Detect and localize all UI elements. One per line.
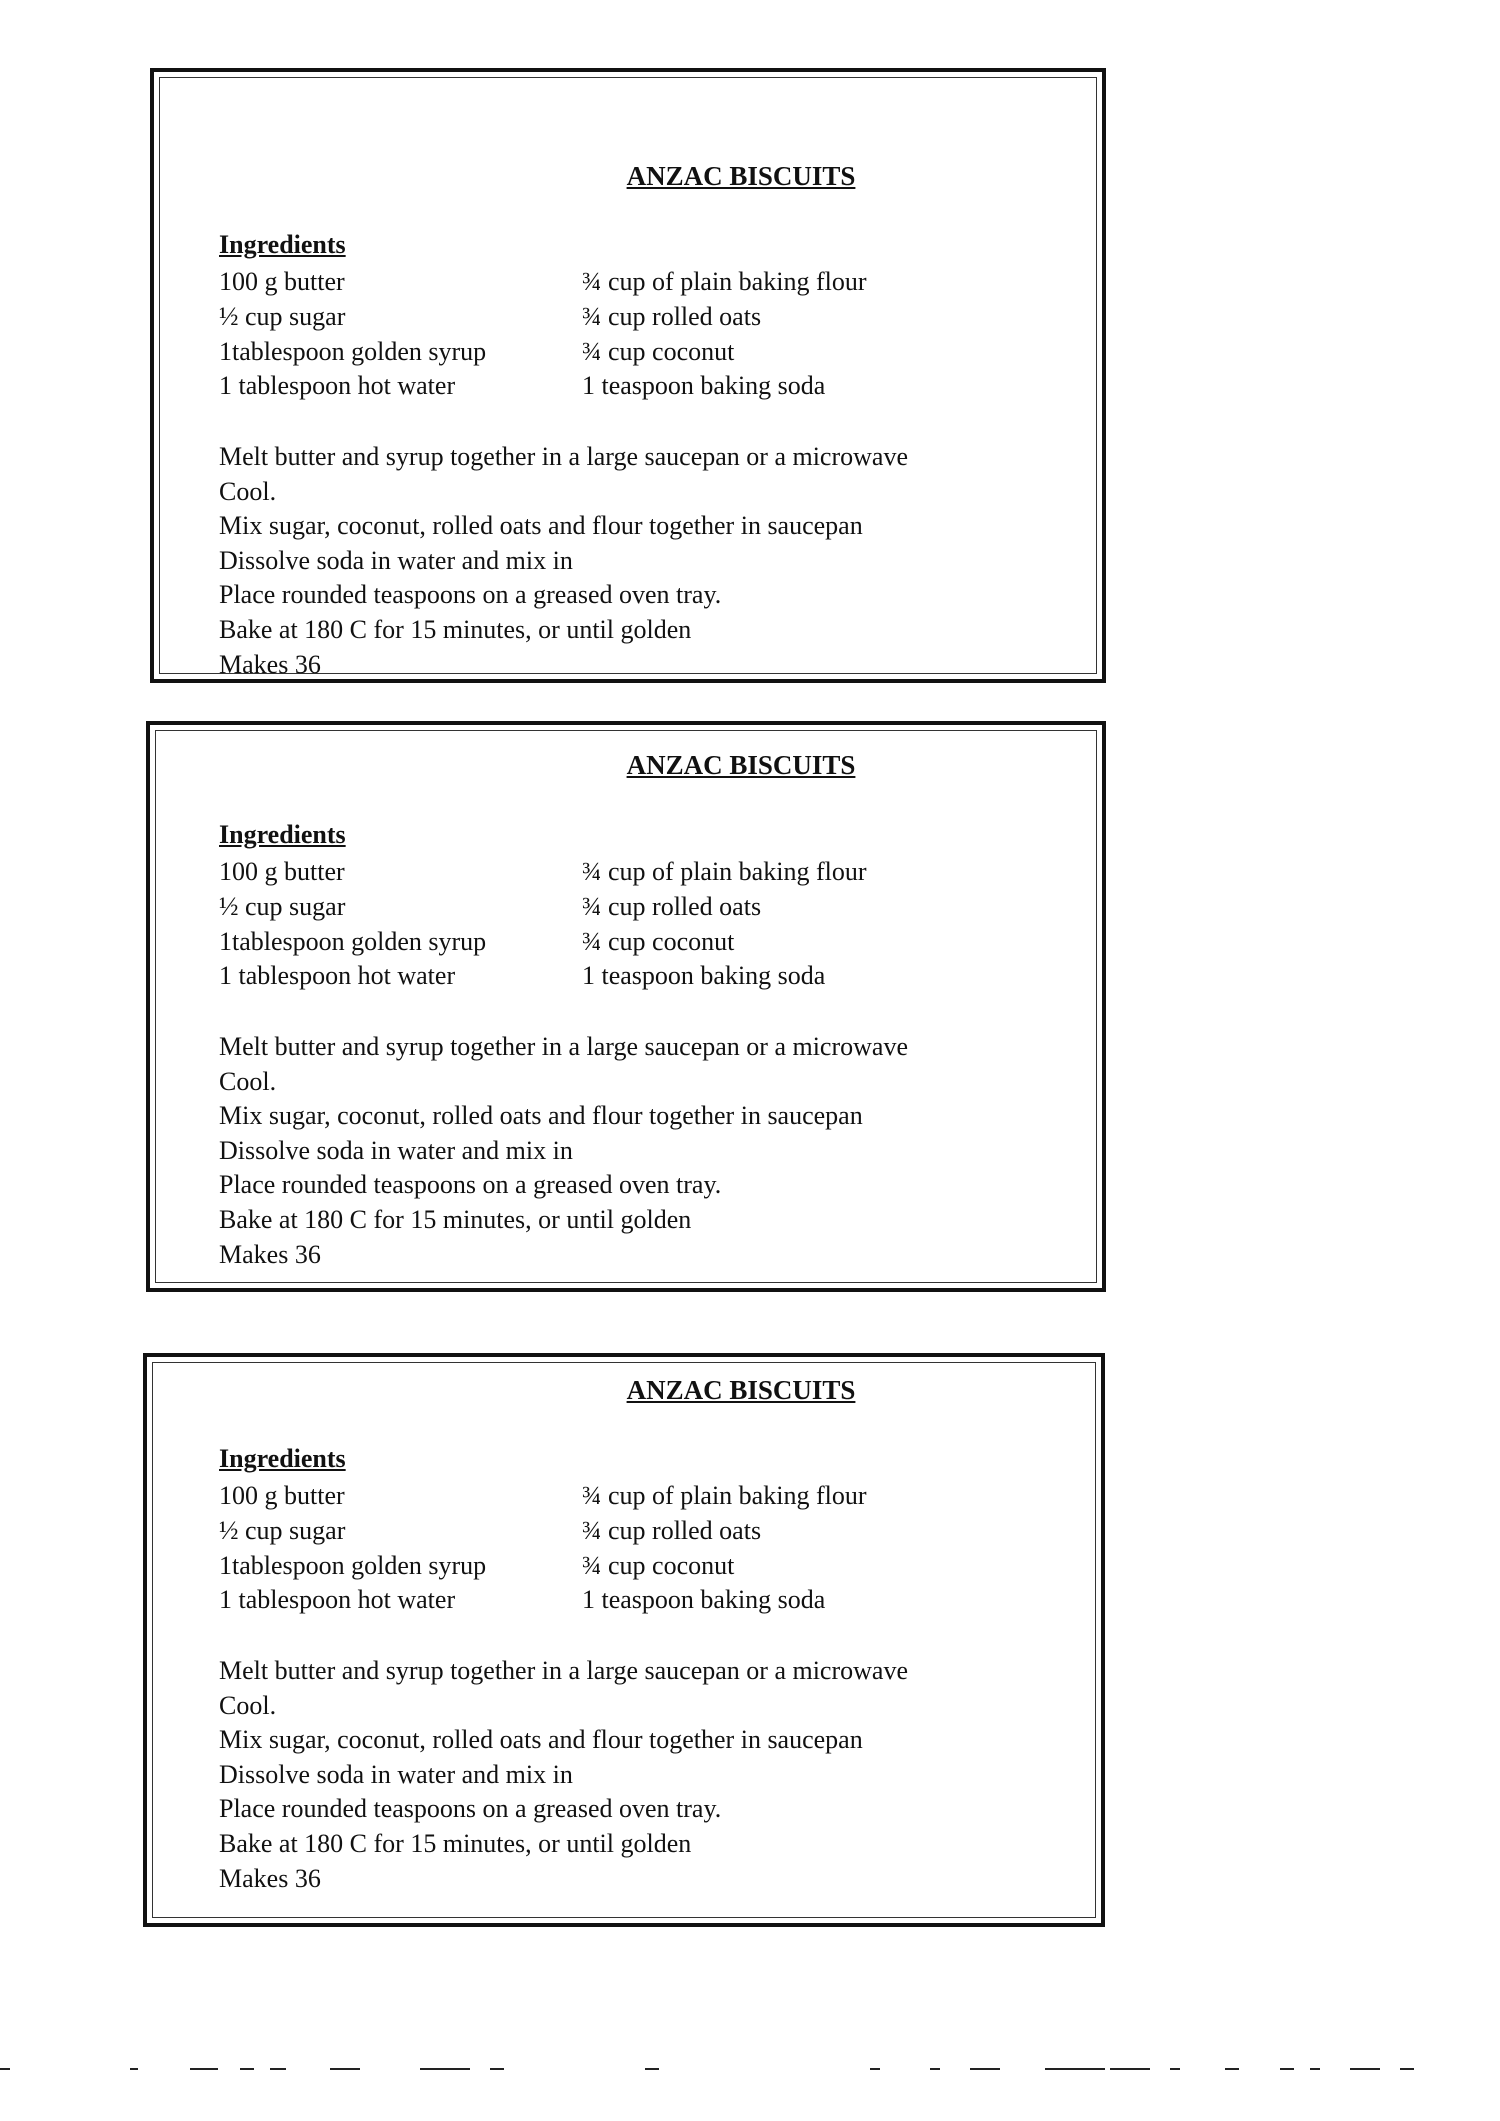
ingredient-item: 1 teaspoon baking soda [582, 371, 826, 401]
ingredient-item: 1tablespoon golden syrup [219, 336, 487, 366]
ingredient-item: 100 g butter [219, 1481, 345, 1510]
ingredient-item: 100 g butter [219, 267, 345, 296]
method-step: Makes 36 [219, 1863, 321, 1893]
recipe-card [150, 68, 1106, 683]
dash-mark [1225, 2068, 1239, 2070]
method-step: Place rounded teaspoons on a greased oven tray. [219, 1170, 722, 1200]
dash-mark [1310, 2068, 1320, 2070]
recipe-title: ANZAC BISCUITS [626, 1375, 856, 1405]
ingredient-item: 1 teaspoon baking soda [582, 961, 826, 991]
method-step: Bake at 180 C for 15 minutes, or until golden [219, 615, 692, 644]
dash-mark [1045, 2068, 1105, 2070]
method-step: Mix sugar, coconut, rolled oats and flour together in saucepan [219, 1101, 863, 1131]
ingredient-item: 1 tablespoon hot water [219, 371, 456, 401]
ingredient-item: ¾ cup of plain baking flour [582, 1481, 867, 1510]
dash-mark [870, 2068, 880, 2070]
ingredient-item: ¾ cup of plain baking flour [582, 267, 867, 296]
ingredient-item: ¾ cup coconut [582, 336, 735, 366]
dash-mark [1280, 2068, 1294, 2070]
method-step: Cool. [219, 1066, 277, 1096]
method-step: Bake at 180 C for 15 minutes, or until golden [219, 1205, 692, 1234]
dash-mark [1350, 2068, 1380, 2070]
ingredient-item: ¾ cup rolled oats [582, 301, 762, 331]
ingredient-item: ½ cup sugar [219, 1515, 346, 1545]
dash-mark [190, 2068, 218, 2070]
ingredient-item: 1 teaspoon baking soda [582, 1585, 826, 1615]
recipe-card [146, 721, 1106, 1292]
ingredients-heading: Ingredients [219, 230, 346, 259]
ingredient-item: 100 g butter [219, 857, 345, 886]
ingredient-item: ¾ cup rolled oats [582, 1515, 762, 1545]
method-step: Melt butter and syrup together in a large saucepan or a microwave [219, 1032, 908, 1061]
dash-mark [130, 2068, 138, 2070]
method-step: Cool. [219, 1690, 277, 1720]
dash-mark [490, 2068, 504, 2070]
method-step: Dissolve soda in water and mix in [219, 1135, 573, 1165]
dash-mark [0, 2068, 10, 2070]
method-step: Makes 36 [219, 649, 321, 679]
dash-mark [645, 2068, 659, 2070]
ingredient-item: 1tablespoon golden syrup [219, 1550, 487, 1580]
ingredient-item: 1 tablespoon hot water [219, 1585, 456, 1615]
method-step: Melt butter and syrup together in a large saucepan or a microwave [219, 442, 908, 471]
ingredient-item: ¾ cup coconut [582, 926, 735, 956]
dash-mark [970, 2068, 1000, 2070]
dash-mark [330, 2068, 360, 2070]
dash-mark [240, 2068, 254, 2070]
method-step: Makes 36 [219, 1239, 321, 1269]
method-step: Melt butter and syrup together in a large saucepan or a microwave [219, 1656, 908, 1685]
ingredient-item: 1 tablespoon hot water [219, 961, 456, 991]
dash-mark [1110, 2068, 1130, 2070]
method-step: Bake at 180 C for 15 minutes, or until golden [219, 1829, 692, 1858]
dash-mark [930, 2068, 940, 2070]
ingredients-heading: Ingredients [219, 820, 346, 849]
method-step: Mix sugar, coconut, rolled oats and flour together in saucepan [219, 511, 863, 541]
dash-mark [1130, 2068, 1150, 2070]
method-step: Place rounded teaspoons on a greased oven tray. [219, 580, 722, 610]
method-step: Mix sugar, coconut, rolled oats and flour together in saucepan [219, 1725, 863, 1755]
ingredient-item: ¾ cup rolled oats [582, 891, 762, 921]
ingredients-heading: Ingredients [219, 1444, 346, 1473]
recipe-card [143, 1353, 1105, 1927]
method-step: Dissolve soda in water and mix in [219, 545, 573, 575]
ingredient-item: ¾ cup coconut [582, 1550, 735, 1580]
recipe-title: ANZAC BISCUITS [626, 750, 856, 780]
ingredient-item: ½ cup sugar [219, 301, 346, 331]
dash-mark [270, 2068, 286, 2070]
method-step: Place rounded teaspoons on a greased oven tray. [219, 1794, 722, 1824]
method-step: Dissolve soda in water and mix in [219, 1759, 573, 1789]
dash-mark [1400, 2068, 1414, 2070]
dash-mark [1170, 2068, 1180, 2070]
ingredient-item: ¾ cup of plain baking flour [582, 857, 867, 886]
method-step: Cool. [219, 476, 277, 506]
dash-mark [420, 2068, 470, 2070]
recipe-title: ANZAC BISCUITS [626, 161, 856, 191]
ingredient-item: 1tablespoon golden syrup [219, 926, 487, 956]
ingredient-item: ½ cup sugar [219, 891, 346, 921]
